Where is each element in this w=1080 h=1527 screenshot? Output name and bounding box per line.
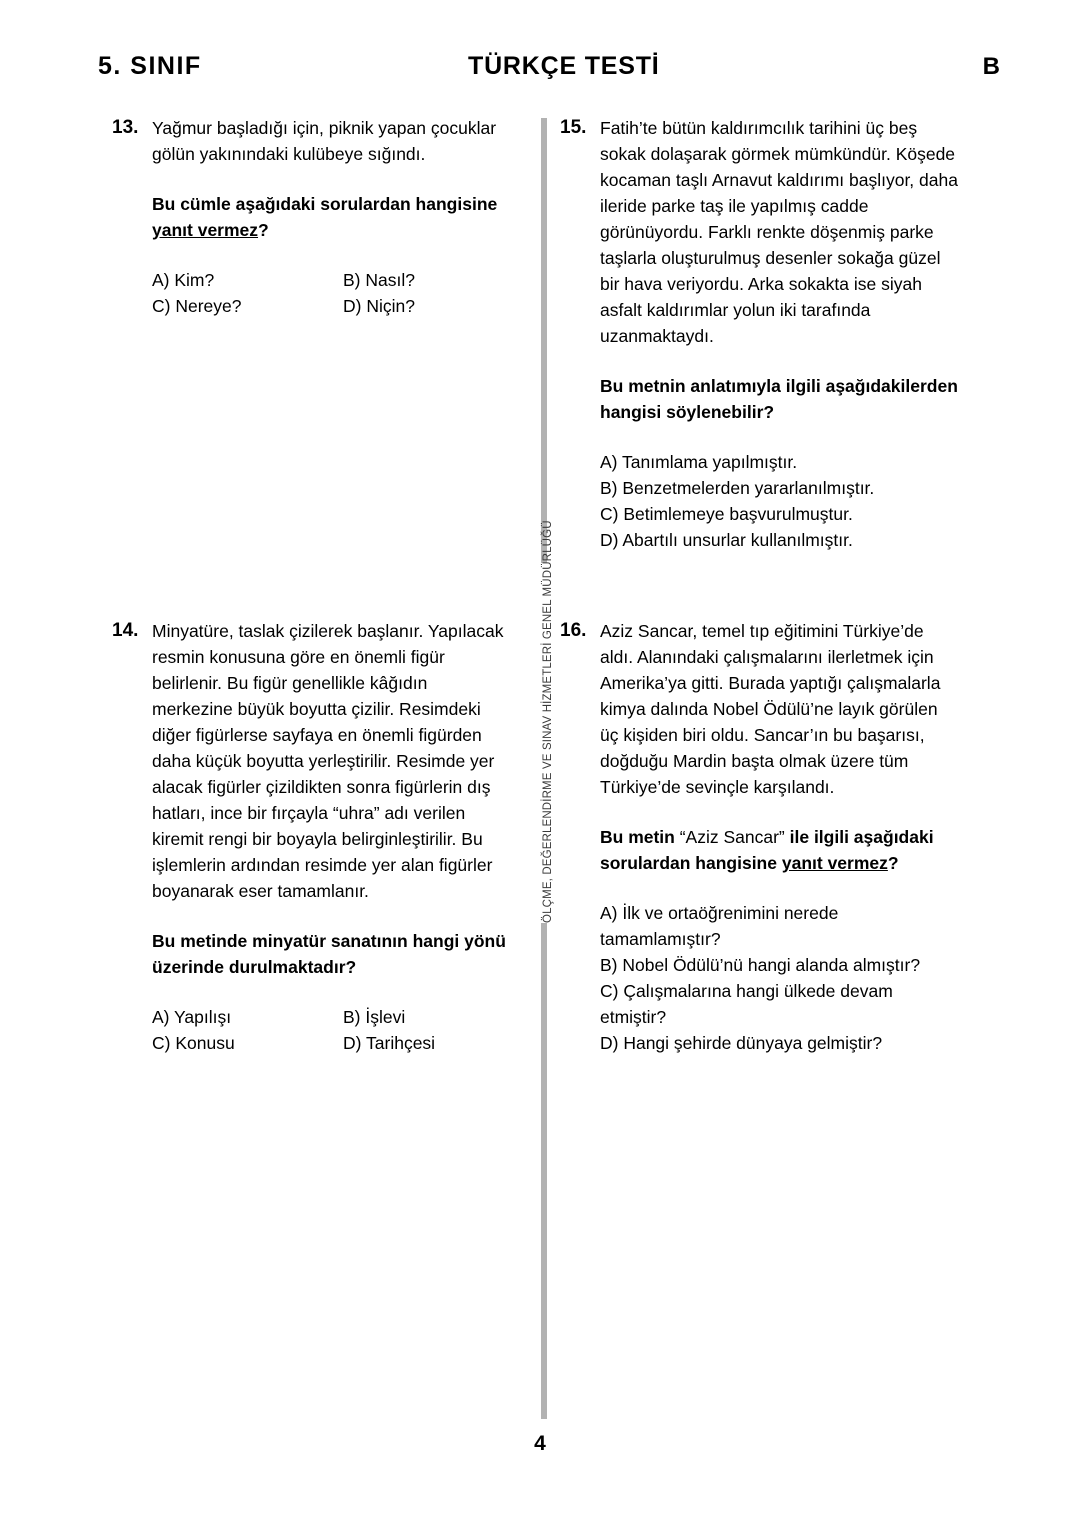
question-14-options: [152, 1004, 512, 1056]
question-13-stem-pre: Bu cümle aşağıdaki sorulardan hangisine: [152, 194, 498, 214]
booklet-letter: B: [982, 53, 1000, 80]
question-15-options: [600, 449, 960, 553]
question-13-stem-post: ?: [258, 220, 269, 240]
question-15-option-a[interactable]: A) Tanımlama yapılmıştır.: [600, 452, 798, 472]
question-14-number: 14.: [112, 620, 139, 641]
question-16-option-b[interactable]: B) Nobel Ödülü’nü hangi alanda almıştır?: [600, 955, 921, 975]
question-13-option-d[interactable]: D) Niçin?: [343, 296, 415, 316]
question-13-option-row-2: [152, 293, 512, 319]
page-number: 4: [534, 1432, 546, 1455]
institution-credit-vertical: ÖLÇME, DEĞERLENDİRME VE SINAV HİZMETLERİ GENEL MÜDÜRLÜĞÜ: [542, 520, 554, 923]
question-16-stem-post: ?: [887, 853, 899, 873]
question-14-head: [112, 618, 512, 904]
question-16-stem: [600, 824, 960, 876]
question-14-option-c[interactable]: C) Konusu: [152, 1033, 235, 1053]
question-16-stem-pre: Bu metin: [600, 827, 680, 847]
question-13-stem: [152, 191, 512, 243]
question-15-number: 15.: [560, 117, 587, 138]
question-13-option-a[interactable]: A) Kim?: [152, 270, 215, 290]
page-header: [98, 52, 1000, 92]
question-13-passage: Yağmur başladığı için, piknik yapan çocuklar gölün yakınındaki kulübeye sığındı.: [152, 118, 497, 164]
question-15-passage: Fatih’te bütün kaldırımcılık tarihini üç beş sokak dolaşarak görmek mümkündür. Köşede kocaman taşlı Arnavut kaldırımı başlıyor, daha ileride parke taş ile yapılmış cadde görünüyordu. Farklı renkte döşenmiş parke taşlarla oluşturulmuş desenler sokağa güzel bir hava veriyordu. Arka sokakta ise siyah asfalt kaldırımlar yolun iki tarafında uzanmaktaydı.: [600, 118, 958, 346]
question-16-passage: Aziz Sancar, temel tıp eğitimini Türkiye’de aldı. Alanındaki çalışmalarını ilerletmek için Amerika’ya gitti. Burada yaptığı çalışmalarla kimya dalında Nobel Ödülü’ne layık görülen üç kişiden biri oldu. Sancar’ın bu başarısı, doğduğu Mardin başta olmak üzere tüm Türkiye’de sevinçle karşılandı.: [600, 621, 941, 797]
question-14-stem-pre: Bu metinde minyatür sanatının hangi yönü üzerinde durulmaktadır?: [152, 931, 506, 977]
question-16-stem-mid: ile ilgili aşağıdaki sorulardan hangisine: [600, 827, 934, 873]
question-15-stem: [600, 373, 960, 425]
question-13-option-b[interactable]: B) Nasıl?: [343, 270, 415, 290]
question-14-option-a[interactable]: A) Yapılışı: [152, 1007, 232, 1027]
question-15-option-c[interactable]: C) Betimlemeye başvurulmuştur.: [600, 504, 853, 524]
question-13: [112, 115, 512, 319]
column-divider: [541, 118, 554, 1419]
grade-label: 5. SINIF: [98, 52, 202, 80]
question-13-stem-underlined: yanıt vermez: [152, 220, 259, 240]
question-14-stem: [152, 928, 512, 980]
question-14-option-d[interactable]: D) Tarihçesi: [343, 1033, 436, 1053]
question-13-options: [152, 267, 512, 319]
question-13-option-c[interactable]: C) Nereye?: [152, 296, 242, 316]
question-16-number: 16.: [560, 620, 587, 641]
question-14-option-row-2: [152, 1030, 512, 1056]
question-15: [560, 115, 960, 553]
question-13-option-row-1: [152, 267, 512, 293]
question-14-option-row-1: [152, 1004, 512, 1030]
question-16-option-d[interactable]: D) Hangi şehirde dünyaya gelmiştir?: [600, 1033, 883, 1053]
question-15-option-d[interactable]: D) Abartılı unsurlar kullanılmıştır.: [600, 530, 853, 550]
question-16-head: [560, 618, 960, 800]
question-15-head: [560, 115, 960, 349]
question-16-options: [600, 900, 960, 1056]
question-16-stem-quote: “Aziz Sancar”: [679, 827, 785, 847]
question-13-head: [112, 115, 512, 167]
question-14-passage: Minyatüre, taslak çizilerek başlanır. Yapılacak resmin konusuna göre en önemli figür belirlenir. Bu figür genellikle kâğıdın merkezine büyük boyutta çizilir. Resimdeki diğer figürlerse sayfaya en önemli figürden daha küçük boyutta yerleştirilir. Resimde yer alacak figürler çizildikten sonra figürlerin dış hatları, ince bir fırçayla “uhra” adı verilen kiremit rengi bir boyayla belirginleştirilir. Bu işlemlerin ardından resimde yer alan figürler boyanarak eser tamamlanır.: [152, 621, 504, 901]
question-16-option-a[interactable]: A) İlk ve ortaöğrenimini nerede tamamlamıştır?: [600, 903, 839, 949]
question-15-option-b[interactable]: B) Benzetmelerden yararlanılmıştır.: [600, 478, 875, 498]
question-16: [560, 618, 960, 1056]
test-title: TÜRKÇE TESTİ: [468, 52, 660, 80]
question-16-option-c[interactable]: C) Çalışmalarına hangi ülkede devam etmiştir?: [600, 981, 893, 1027]
question-16-stem-underlined: yanıt vermez: [781, 853, 888, 873]
question-14: [112, 618, 512, 1056]
question-15-stem-pre: Bu metnin anlatımıyla ilgili aşağıdakilerden hangisi söylenebilir?: [600, 376, 958, 422]
question-13-number: 13.: [112, 117, 139, 138]
question-14-option-b[interactable]: B) İşlevi: [343, 1007, 406, 1027]
